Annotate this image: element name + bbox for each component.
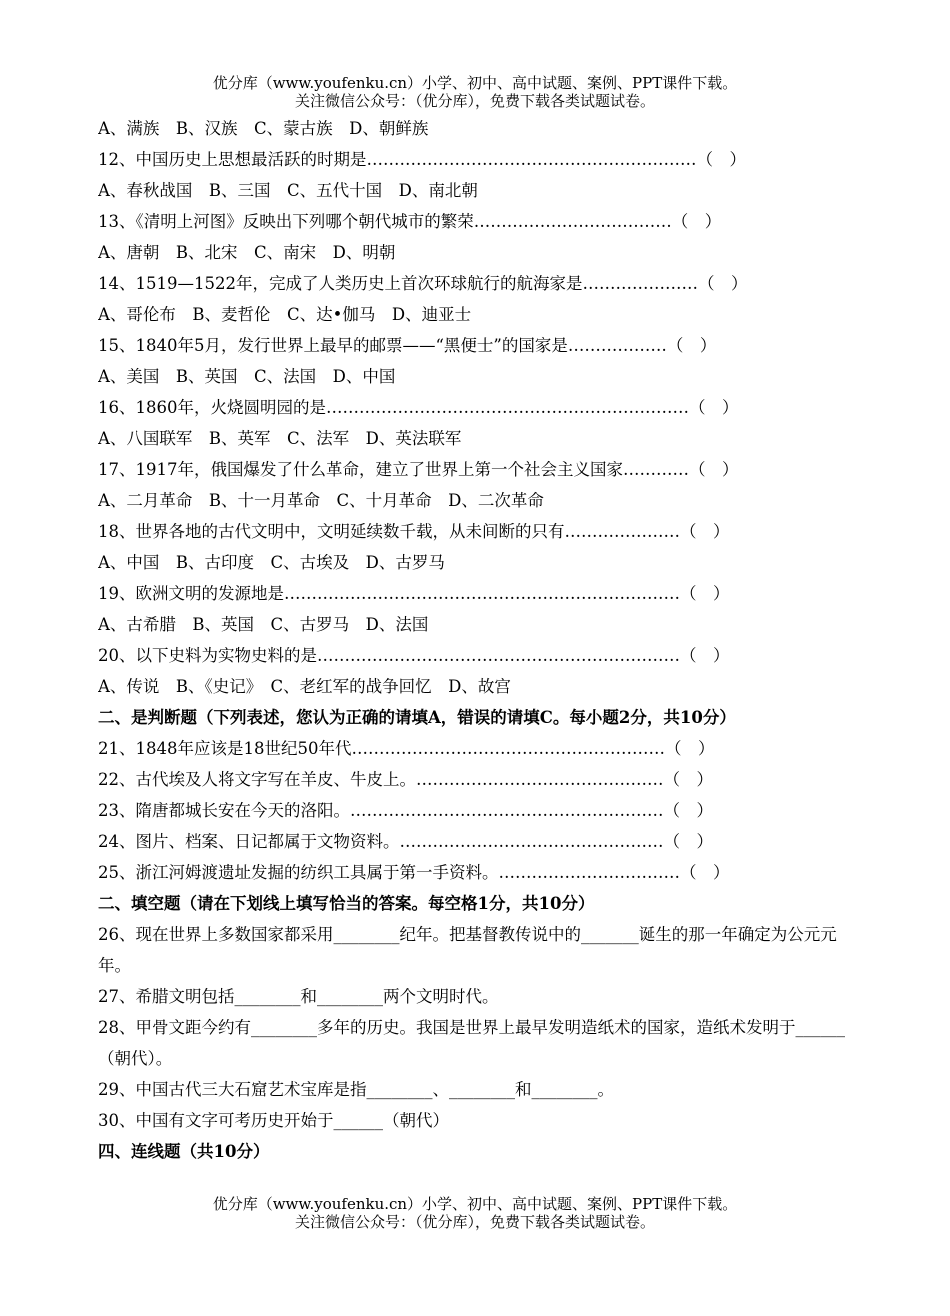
question-21: 21、1848年应该是18世纪50年代…………………………………………………（ ） — [98, 739, 715, 758]
question-19: 19、欧洲文明的发源地是………………………………………………………………（ ） — [98, 584, 730, 603]
footer-line-2: 关注微信公众号：（优分库），免费下载各类试题试卷。 — [294, 1213, 655, 1231]
options-q18: A、中国 B、古印度 C、古埃及 D、古罗马 — [98, 553, 445, 572]
question-22: 22、古代埃及人将文字写在羊皮、牛皮上。………………………………………（ ） — [98, 770, 713, 789]
options-q17: A、二月革命 B、十一月革命 C、十月革命 D、二次革命 — [98, 491, 544, 510]
question-28: 28、甲骨文距今约有________多年的历史。我国是世界上最早发明造纸术的国家，造纸术发明于______（朝代）。 — [98, 1018, 845, 1068]
exam-body — [98, 113, 858, 1167]
question-16: 16、1860年，火烧圆明园的是…………………………………………………………（ ） — [98, 398, 739, 417]
question-27: 27、希腊文明包括________和________两个文明时代。 — [98, 987, 499, 1006]
options-q20: A、传说 B、《史记》 C、老红军的战争回忆 D、故宫 — [98, 677, 511, 696]
footer-line-1: 优分库（www.youfenku.cn）小学、初中、高中试题、案例、PPT课件下载。 — [212, 1195, 738, 1213]
options-q14: A、哥伦布 B、麦哲伦 C、达•伽马 D、迪亚士 — [98, 305, 472, 324]
options-q13: A、唐朝 B、北宋 C、南宋 D、明朝 — [98, 243, 396, 262]
question-15: 15、1840年5月，发行世界上最早的邮票——“黑便士”的国家是………………（ ） — [98, 336, 717, 355]
question-23: 23、隋唐都城长安在今天的洛阳。…………………………………………………（ ） — [98, 801, 713, 820]
question-18: 18、世界各地的古代文明中，文明延续数千载，从未间断的只有…………………（ ） — [98, 522, 730, 541]
options-q11: A、满族 B、汉族 C、蒙古族 D、朝鲜族 — [98, 119, 429, 138]
question-24: 24、图片、档案、日记都属于文物资料。…………………………………………（ ） — [98, 832, 713, 851]
options-q19: A、古希腊 B、英国 C、古罗马 D、法国 — [98, 615, 429, 634]
question-26: 26、现在世界上多数国家都采用________纪年。把基督教传说中的_______诞生的那一年确定为公元元年。 — [98, 925, 837, 975]
question-25: 25、浙江河姆渡遗址发掘的纺织工具属于第一手资料。……………………………（ ） — [98, 863, 730, 882]
header-line-2: 关注微信公众号：（优分库），免费下载各类试题试卷。 — [294, 92, 655, 110]
options-q12: A、春秋战国 B、三国 C、五代十国 D、南北朝 — [98, 181, 478, 200]
section-2-title: 二、是判断题（下列表述，您认为正确的请填A，错误的请填C。每小题2分，共10分） — [98, 708, 736, 727]
question-29: 29、中国古代三大石窟艺术宝库是指________、________和________。 — [98, 1080, 614, 1099]
options-q16: A、八国联军 B、英军 C、法军 D、英法联军 — [98, 429, 462, 448]
question-20: 20、以下史料为实物史料的是…………………………………………………………（ ） — [98, 646, 730, 665]
question-13: 13、《清明上河图》反映出下列哪个朝代城市的繁荣………………………………（ ） — [98, 212, 722, 231]
section-3-title: 二、填空题（请在下划线上填写恰当的答案。每空格1分，共10分） — [98, 894, 595, 913]
header-line-1: 优分库（www.youfenku.cn）小学、初中、高中试题、案例、PPT课件下载。 — [212, 74, 738, 92]
question-12: 12、中国历史上思想最活跃的时期是……………………………………………………（ ） — [98, 150, 746, 169]
section-4-title: 四、连线题（共10分） — [98, 1142, 270, 1161]
options-q15: A、美国 B、英国 C、法国 D、中国 — [98, 367, 396, 386]
question-30: 30、中国有文字可考历史开始于______（朝代） — [98, 1111, 449, 1130]
question-14: 14、1519—1522年，完成了人类历史上首次环球航行的航海家是…………………（ ） — [98, 274, 748, 293]
page-footer — [0, 1195, 950, 1231]
question-17: 17、1917年，俄国爆发了什么革命，建立了世界上第一个社会主义国家…………（ ） — [98, 460, 739, 479]
page-header — [0, 74, 950, 110]
